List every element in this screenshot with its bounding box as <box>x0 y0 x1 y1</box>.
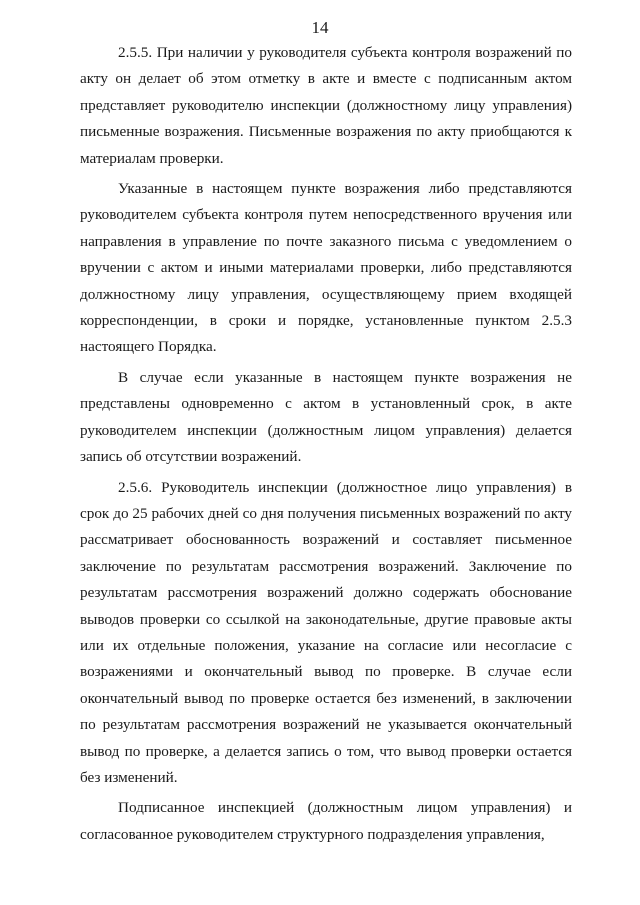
document-body <box>80 40 572 848</box>
paragraph-no-objections: В случае если указанные в настоящем пункте возражения не представлены одновременно с актом в установленный срок, в акте руководителем инспекции (должностным лицом управления) делается запись об отсутствии возражений. <box>80 368 572 466</box>
paragraph-objections-delivery: Указанные в настоящем пункте возражения либо представляются руководителем субъекта контроля путем непосредственного вручения или направления в управление по почте заказного письма с уведомлением о вручении с актом и иными материалами проверки, либо представляются должностному лицу управления, осуществляющему прием входящей корреспонденции, в сроки и порядке, установленные пунктом 2.5.3 настоящего Порядка. <box>80 180 572 356</box>
paragraph-2-5-5: 2.5.5. При наличии у руководителя субъекта контроля возражений по акту он делает об этом отметку в акте и вместе с подписанным актом представляет руководителю инспекции (должностному лицу управления) письменные возражения. Письменные возражения по акту приобщаются к материалам проверки. <box>80 44 572 167</box>
paragraph-2-5-6: 2.5.6. Руководитель инспекции (должностное лицо управления) в срок до 25 рабочих дней со дня получения письменных возражений по акту рассматривает обоснованность возражений и составляет письменное заключение по результатам рассмотрения возражений. Заключение по результатам рассмотрения возражений должно содержать обоснование выводов проверки со ссылкой на законодательные, другие правовые акты или их отдельные положения, указание на согласие или несогласие с возражениями и окончательный вывод по проверке. В случае если окончательный вывод по проверке остается без изменений, в заключении по результатам рассмотрения возражений не указывается окончательный вывод по проверке, а делается запись о том, что вывод проверки остается без изменений. <box>80 478 572 786</box>
page-number: 14 <box>311 18 329 37</box>
paragraph-signed-by-inspection: Подписанное инспекцией (должностным лицом управления) и согласованное руководителем структурного подразделения управления, <box>80 799 572 843</box>
